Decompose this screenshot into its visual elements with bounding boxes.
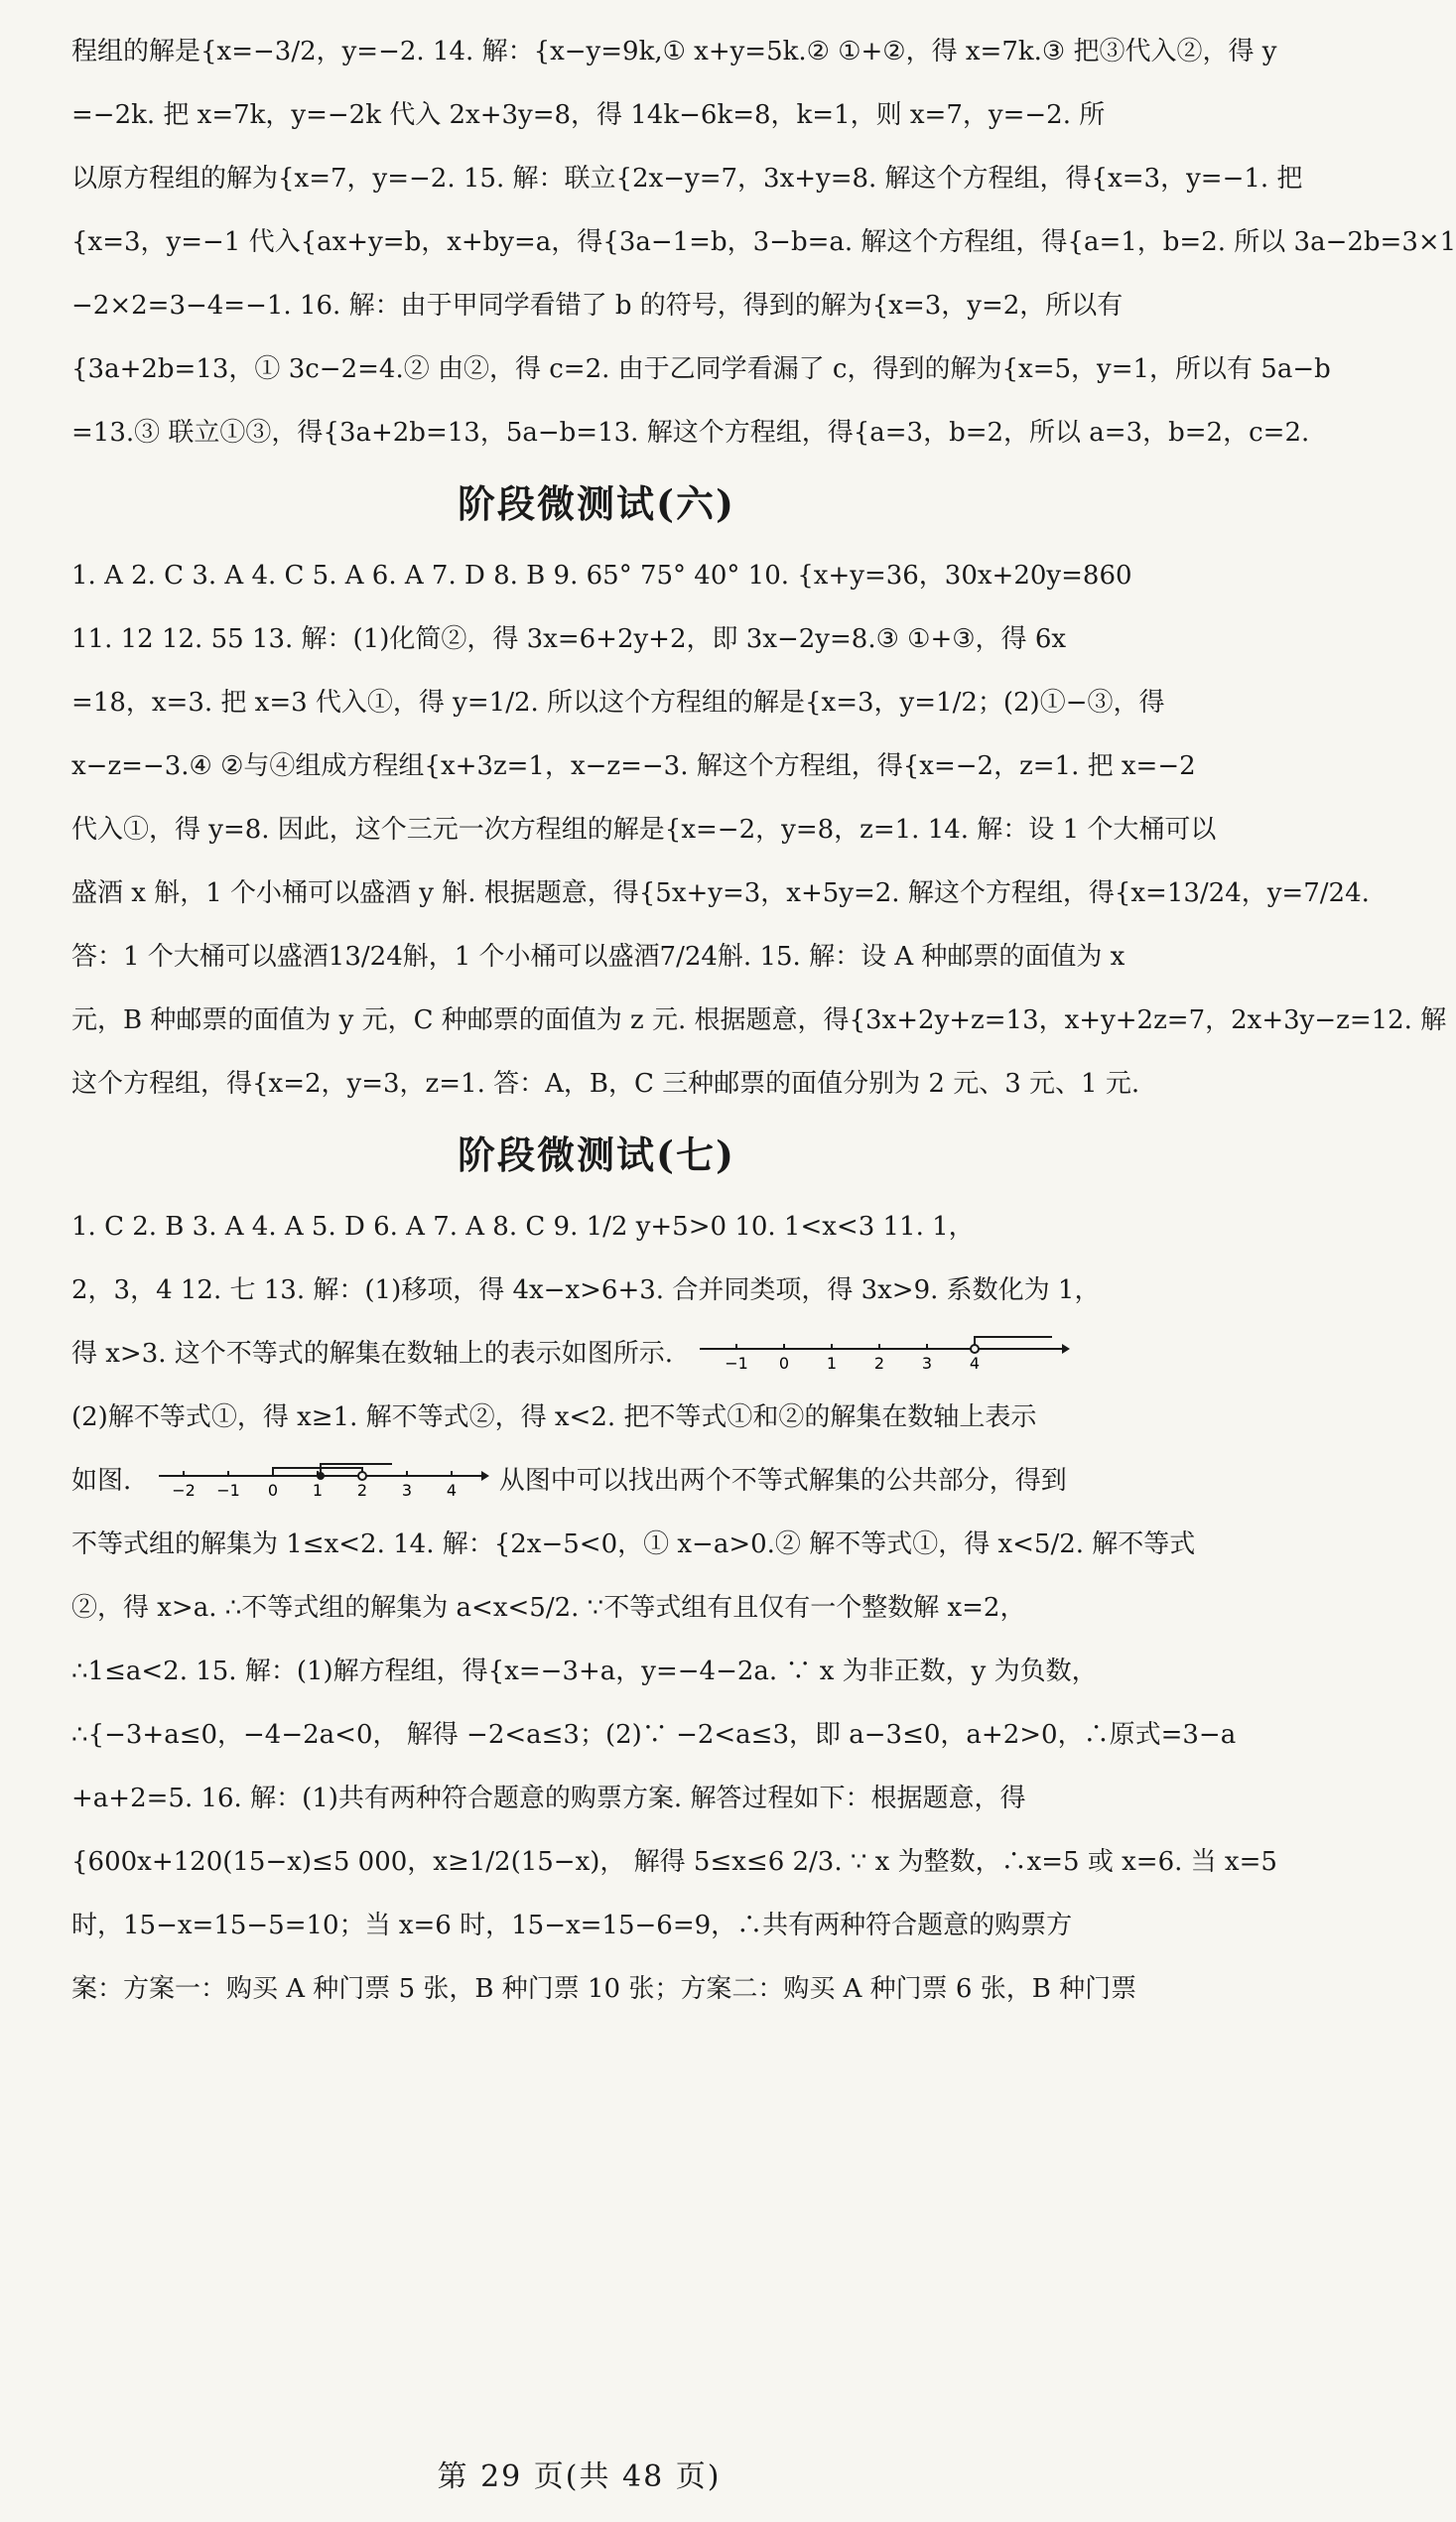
text-line: ②，得 x>a. ∴不等式组的解集为 a<x<5/2. ∵不等式组有且仅有一个整数解 x=2， — [71, 1593, 1026, 1623]
tick-label: 0 — [779, 1354, 790, 1373]
page-footer: 第 29 页(共 48 页) — [437, 2459, 722, 2494]
text-line: 1. C 2. B 3. A 4. A 5. D 6. A 7. A 8. C 9. 1/2 y+5>0 10. 1<x<3 11. 1， — [71, 1212, 975, 1242]
open-point — [358, 1472, 366, 1480]
number-line-figure-1 — [695, 1335, 1072, 1375]
solution-ray — [975, 1337, 1052, 1349]
text-line: =13.③ 联立①③，得{3a+2b=13，5a−b=13. 解这个方程组，得{a=3，b=2，所以 a=3，b=2，c=2. — [71, 418, 1310, 448]
axis-arrow-icon — [481, 1471, 489, 1481]
text-line: 盛酒 x 斛，1 个小桶可以盛酒 y 斛. 根据题意，得{5x+y=3，x+5y=2. 解这个方程组，得{x=13/24，y=7/24. — [71, 878, 1370, 908]
tick-label: 3 — [401, 1481, 412, 1500]
text-line: ∴{−3+a≤0，−4−2a<0， 解得 −2<a≤3；(2)∵ −2<a≤3，即 a−3≤0，a+2>0，∴原式=3−a — [71, 1720, 1237, 1750]
text-line: {x=3，y=−1 代入{ax+y=b，x+by=a，得{3a−1=b，3−b=a. 解这个方程组，得{a=1，b=2. 所以 3a−2b=3×1 — [71, 227, 1456, 257]
section-title: 阶段微测试(七) — [458, 1132, 735, 1177]
text-line: x−z=−3.④ ②与④组成方程组{x+3z=1，x−z=−3. 解这个方程组，得{x=−2，z=1. 把 x=−2 — [71, 751, 1196, 781]
tick-label: −2 — [171, 1481, 196, 1500]
text-line: 案：方案一：购买 A 种门票 5 张，B 种门票 10 张；方案二：购买 A 种门票 6 张，B 种门票 — [71, 1974, 1137, 2004]
text-line: 元，B 种邮票的面值为 y 元，C 种邮票的面值为 z 元. 根据题意，得{3x+2y+z=13，x+y+2z=7，2x+3y−z=12. 解 — [71, 1005, 1447, 1035]
tick-label: −1 — [215, 1481, 240, 1500]
text-line: −2×2=3−4=−1. 16. 解：由于甲同学看错了 b 的符号，得到的解为{x=3，y=2，所以有 — [71, 291, 1124, 321]
section-7-block — [71, 1195, 1277, 2021]
text-line — [71, 1449, 1122, 1513]
section-title: 阶段微测试(六) — [458, 481, 735, 526]
text-line: 这个方程组，得{x=2，y=3，z=1. 答：A，B，C 三种邮票的面值分别为 2 元、3 元、1 元. — [71, 1069, 1140, 1099]
tick-label: 4 — [970, 1354, 981, 1373]
section-6-block — [71, 544, 1447, 1116]
text-line: 1. A 2. C 3. A 4. C 5. A 6. A 7. D 8. B 9. 65° 75° 40° 10. {x+y=36，30x+20y=860 — [71, 561, 1132, 591]
text-line: 答：1 个大桶可以盛酒13/24斛，1 个小桶可以盛酒7/24斛. 15. 解：设 A 种邮票的面值为 x — [71, 942, 1125, 972]
text-line — [71, 1322, 1122, 1386]
text-line: 不等式组的解集为 1≤x<2. 14. 解：{2x−5<0，① x−a>0.② 解不等式①，得 x<5/2. 解不等式 — [71, 1529, 1196, 1559]
text-line: (2)解不等式①，得 x≥1. 解不等式②，得 x<2. 把不等式①和②的解集在数轴上表示 — [71, 1402, 1037, 1432]
solution-ray-1 — [321, 1464, 392, 1476]
text-line: {600x+120(15−x)≤5 000，x≥1/2(15−x)， 解得 5≤x≤6 2/3. ∵ x 为整数，∴x=5 或 x=6. 当 x=5 — [71, 1847, 1277, 1877]
tick-label: 1 — [312, 1481, 323, 1500]
tick-label: 2 — [874, 1354, 885, 1373]
text-span: 得 x>3. 这个不等式的解集在数轴上的表示如图所示. — [71, 1339, 674, 1369]
answer-page — [71, 20, 1456, 2021]
top-block — [71, 20, 1456, 465]
text-line: 程组的解是{x=−3/2，y=−2. 14. 解：{x−y=9k,① x+y=5k.② ①+②，得 x=7k.③ 把③代入②，得 y — [71, 37, 1277, 66]
text-line: 代入①，得 y=8. 因此，这个三元一次方程组的解是{x=−2，y=8，z=1. 14. 解：设 1 个大桶可以 — [71, 815, 1217, 845]
tick-label: 2 — [356, 1481, 367, 1500]
text-line: {3a+2b=13，① 3c−2=4.② 由②，得 c=2. 由于乙同学看漏了 c，得到的解为{x=5，y=1，所以有 5a−b — [71, 354, 1331, 384]
text-line: 2，3，4 12. 七 13. 解：(1)移项，得 4x−x>6+3. 合并同类项，得 3x>9. 系数化为 1， — [71, 1275, 1101, 1305]
text-line: ∴1≤a<2. 15. 解：(1)解方程组，得{x=−3+a，y=−4−2a. ∵ x 为非正数，y 为负数， — [71, 1657, 1098, 1686]
tick-label: 3 — [922, 1354, 933, 1373]
tick-label: 4 — [446, 1481, 457, 1500]
text-span: 从图中可以找出两个不等式解集的公共部分，得到 — [498, 1466, 1067, 1496]
tick-label: 0 — [267, 1481, 278, 1500]
text-line: 11. 12 12. 55 13. 解：(1)化简②，得 3x=6+2y+2，即 3x−2y=8.③ ①+③，得 6x — [71, 624, 1067, 654]
text-line: =−2k. 把 x=7k，y=−2k 代入 2x+3y=8，得 14k−6k=8，k=1，则 x=7，y=−2. 所 — [71, 100, 1106, 130]
text-line: =18，x=3. 把 x=3 代入①，得 y=1/2. 所以这个方程组的解是{x=3，y=1/2；(2)①−③，得 — [71, 688, 1165, 718]
open-point — [971, 1345, 979, 1353]
tick-label: 1 — [827, 1354, 838, 1373]
text-span: 如图. — [71, 1466, 132, 1496]
closed-point — [317, 1472, 325, 1480]
text-line: +a+2=5. 16. 解：(1)共有两种符合题意的购票方案. 解答过程如下：根据题意，得 — [71, 1784, 1026, 1813]
text-line: 时，15−x=15−5=10；当 x=6 时，15−x=15−6=9，∴共有两种符合题意的购票方 — [71, 1911, 1073, 1940]
axis-arrow-icon — [1062, 1344, 1070, 1354]
tick-label: −1 — [725, 1354, 749, 1373]
text-line: 以原方程组的解为{x=7，y=−2. 15. 解：联立{2x−y=7，3x+y=8. 解这个方程组，得{x=3，y=−1. 把 — [71, 164, 1303, 194]
number-line-figure-2 — [154, 1462, 491, 1502]
